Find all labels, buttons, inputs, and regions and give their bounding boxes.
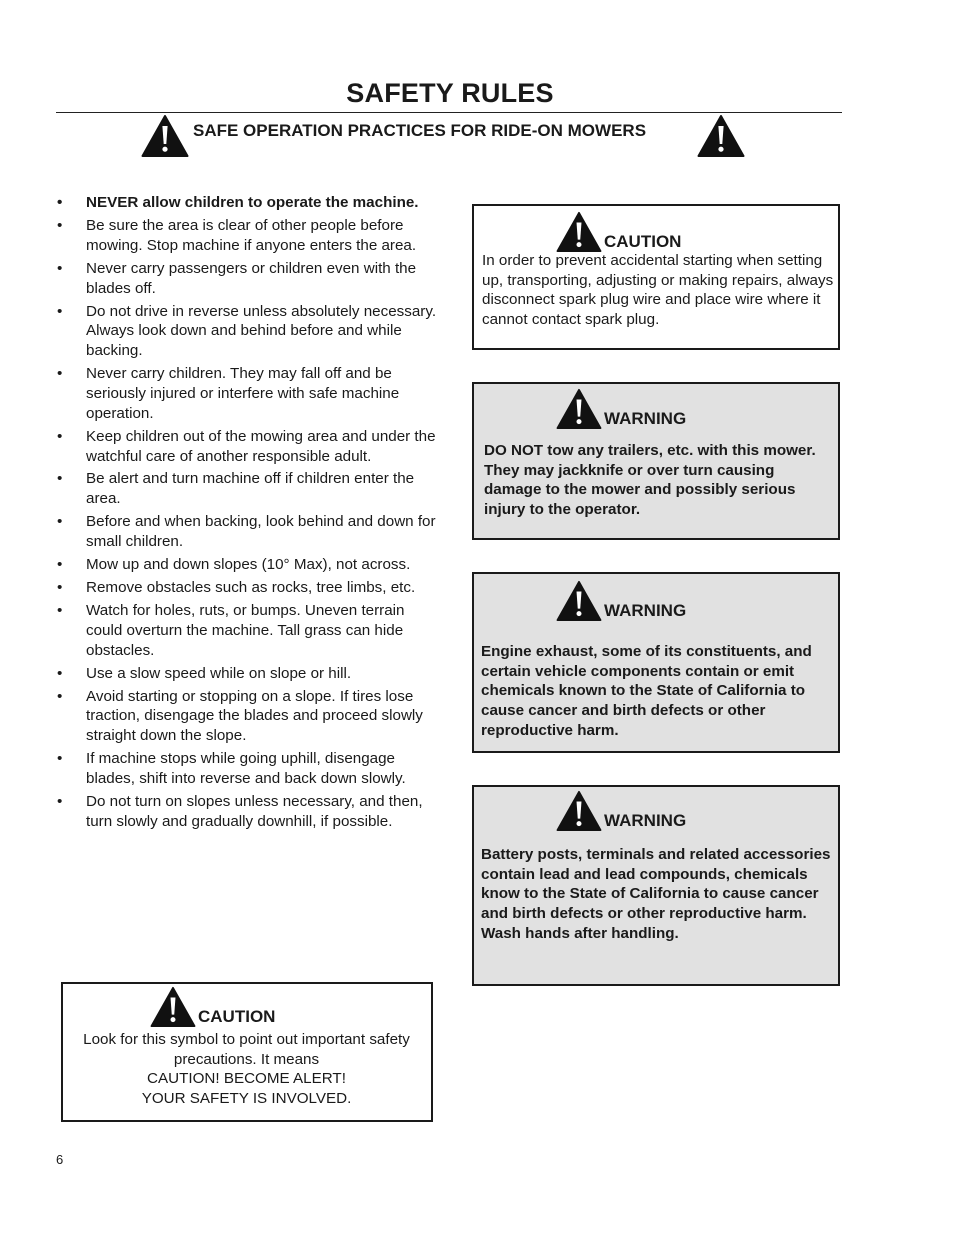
warning-triangle-icon [556, 388, 602, 430]
list-item: • Be alert and turn machine off if children enter the area. [56, 469, 440, 509]
warning-triangle-icon [556, 580, 602, 622]
notice-header [150, 986, 275, 1028]
notice-text: Battery posts, terminals and related accessories contain lead and lead compounds, chemicals know to the State of California to cause cancer and birth defects or other reproductive harm. Wash hands after handling. [481, 846, 831, 942]
warning-triangle-icon [141, 114, 189, 158]
notice-header [556, 790, 686, 832]
list-item: • Do not turn on slopes unless necessary, and then, turn slowly and gradually downhill, if possible. [56, 792, 440, 832]
notice-text: DO NOT tow any trailers, etc. with this mower. They may jackknife or over turn causing damage to the mower and possibly serious injury to the operator. [484, 442, 816, 519]
list-item: • Be sure the area is clear of other people before mowing. Stop machine if anyone enters the area. [56, 216, 440, 256]
notice-label: WARNING [604, 409, 687, 428]
title-rule [56, 112, 842, 113]
notice-text: In order to prevent accidental starting when setting up, transporting, adjusting or making repairs, always disconnect spark plug wire and place wire where it cannot contact spark plug. [482, 252, 834, 329]
text-line: YOUR SAFETY IS INVOLVED. [141, 1090, 352, 1108]
list-item: • Watch for holes, ruts, or bumps. Uneven terrain could overturn the machine. Tall grass can hide obstacles. [56, 601, 440, 660]
warning-box [472, 785, 840, 986]
warning-triangle-icon [150, 986, 196, 1028]
list-item: • Mow up and down slopes (10° Max), not across. [56, 555, 440, 575]
notice-text: Engine exhaust, some of its constituents, and certain vehicle components contain or emit chemicals known to the State of California to cause cancer and birth defects or other reproductive harm. [481, 643, 812, 739]
warning-box [472, 572, 840, 753]
notice-label: WARNING [604, 811, 687, 830]
list-item: • NEVER allow children to operate the machine. [56, 193, 440, 213]
caution-box [472, 204, 840, 350]
section-subtitle: SAFE OPERATION PRACTICES FOR RIDE-ON MOWERS [193, 121, 647, 140]
notice-label: CAUTION [604, 232, 682, 251]
notice-header [556, 211, 681, 253]
notice-label: CAUTION [198, 1007, 276, 1026]
list-item: • Never carry passengers or children even with the blades off. [56, 259, 440, 299]
page-title: SAFETY RULES [346, 78, 554, 108]
safety-rules-list [56, 193, 440, 835]
list-item: • Use a slow speed while on slope or hill. [56, 664, 440, 684]
notice-label: WARNING [604, 601, 687, 620]
list-item: • Do not drive in reverse unless absolutely necessary. Always look down and behind before and while backing. [56, 302, 440, 361]
warning-triangle-icon [556, 211, 602, 253]
list-item: • Avoid starting or stopping on a slope. If tires lose traction, disengage the blades and proceed slowly straight down the slope. [56, 687, 440, 746]
warning-box [472, 382, 840, 540]
list-item: • Never carry children. They may fall off and be seriously injured or interfere with safe machine operation. [56, 364, 440, 423]
text-line: Look for this symbol to point out important safety [83, 1031, 410, 1048]
notice-header [556, 388, 686, 430]
text-line: CAUTION! BECOME ALERT! [147, 1070, 346, 1088]
list-item: • Before and when backing, look behind and down for small children. [56, 512, 440, 552]
list-item: • Keep children out of the mowing area and under the watchful care of another responsible adult. [56, 427, 440, 467]
text-line: precautions. It means [173, 1050, 320, 1068]
page-number: 6 [56, 1152, 64, 1167]
warning-triangle-icon [556, 790, 602, 832]
notice-text [63, 1030, 430, 1109]
warning-triangle-icon [697, 114, 745, 158]
list-item: • Remove obstacles such as rocks, tree limbs, etc. [56, 578, 440, 598]
symbol-caution-box [61, 982, 433, 1122]
notice-header [556, 580, 686, 622]
list-item: • If machine stops while going uphill, disengage blades, shift into reverse and back down slowly. [56, 749, 440, 789]
